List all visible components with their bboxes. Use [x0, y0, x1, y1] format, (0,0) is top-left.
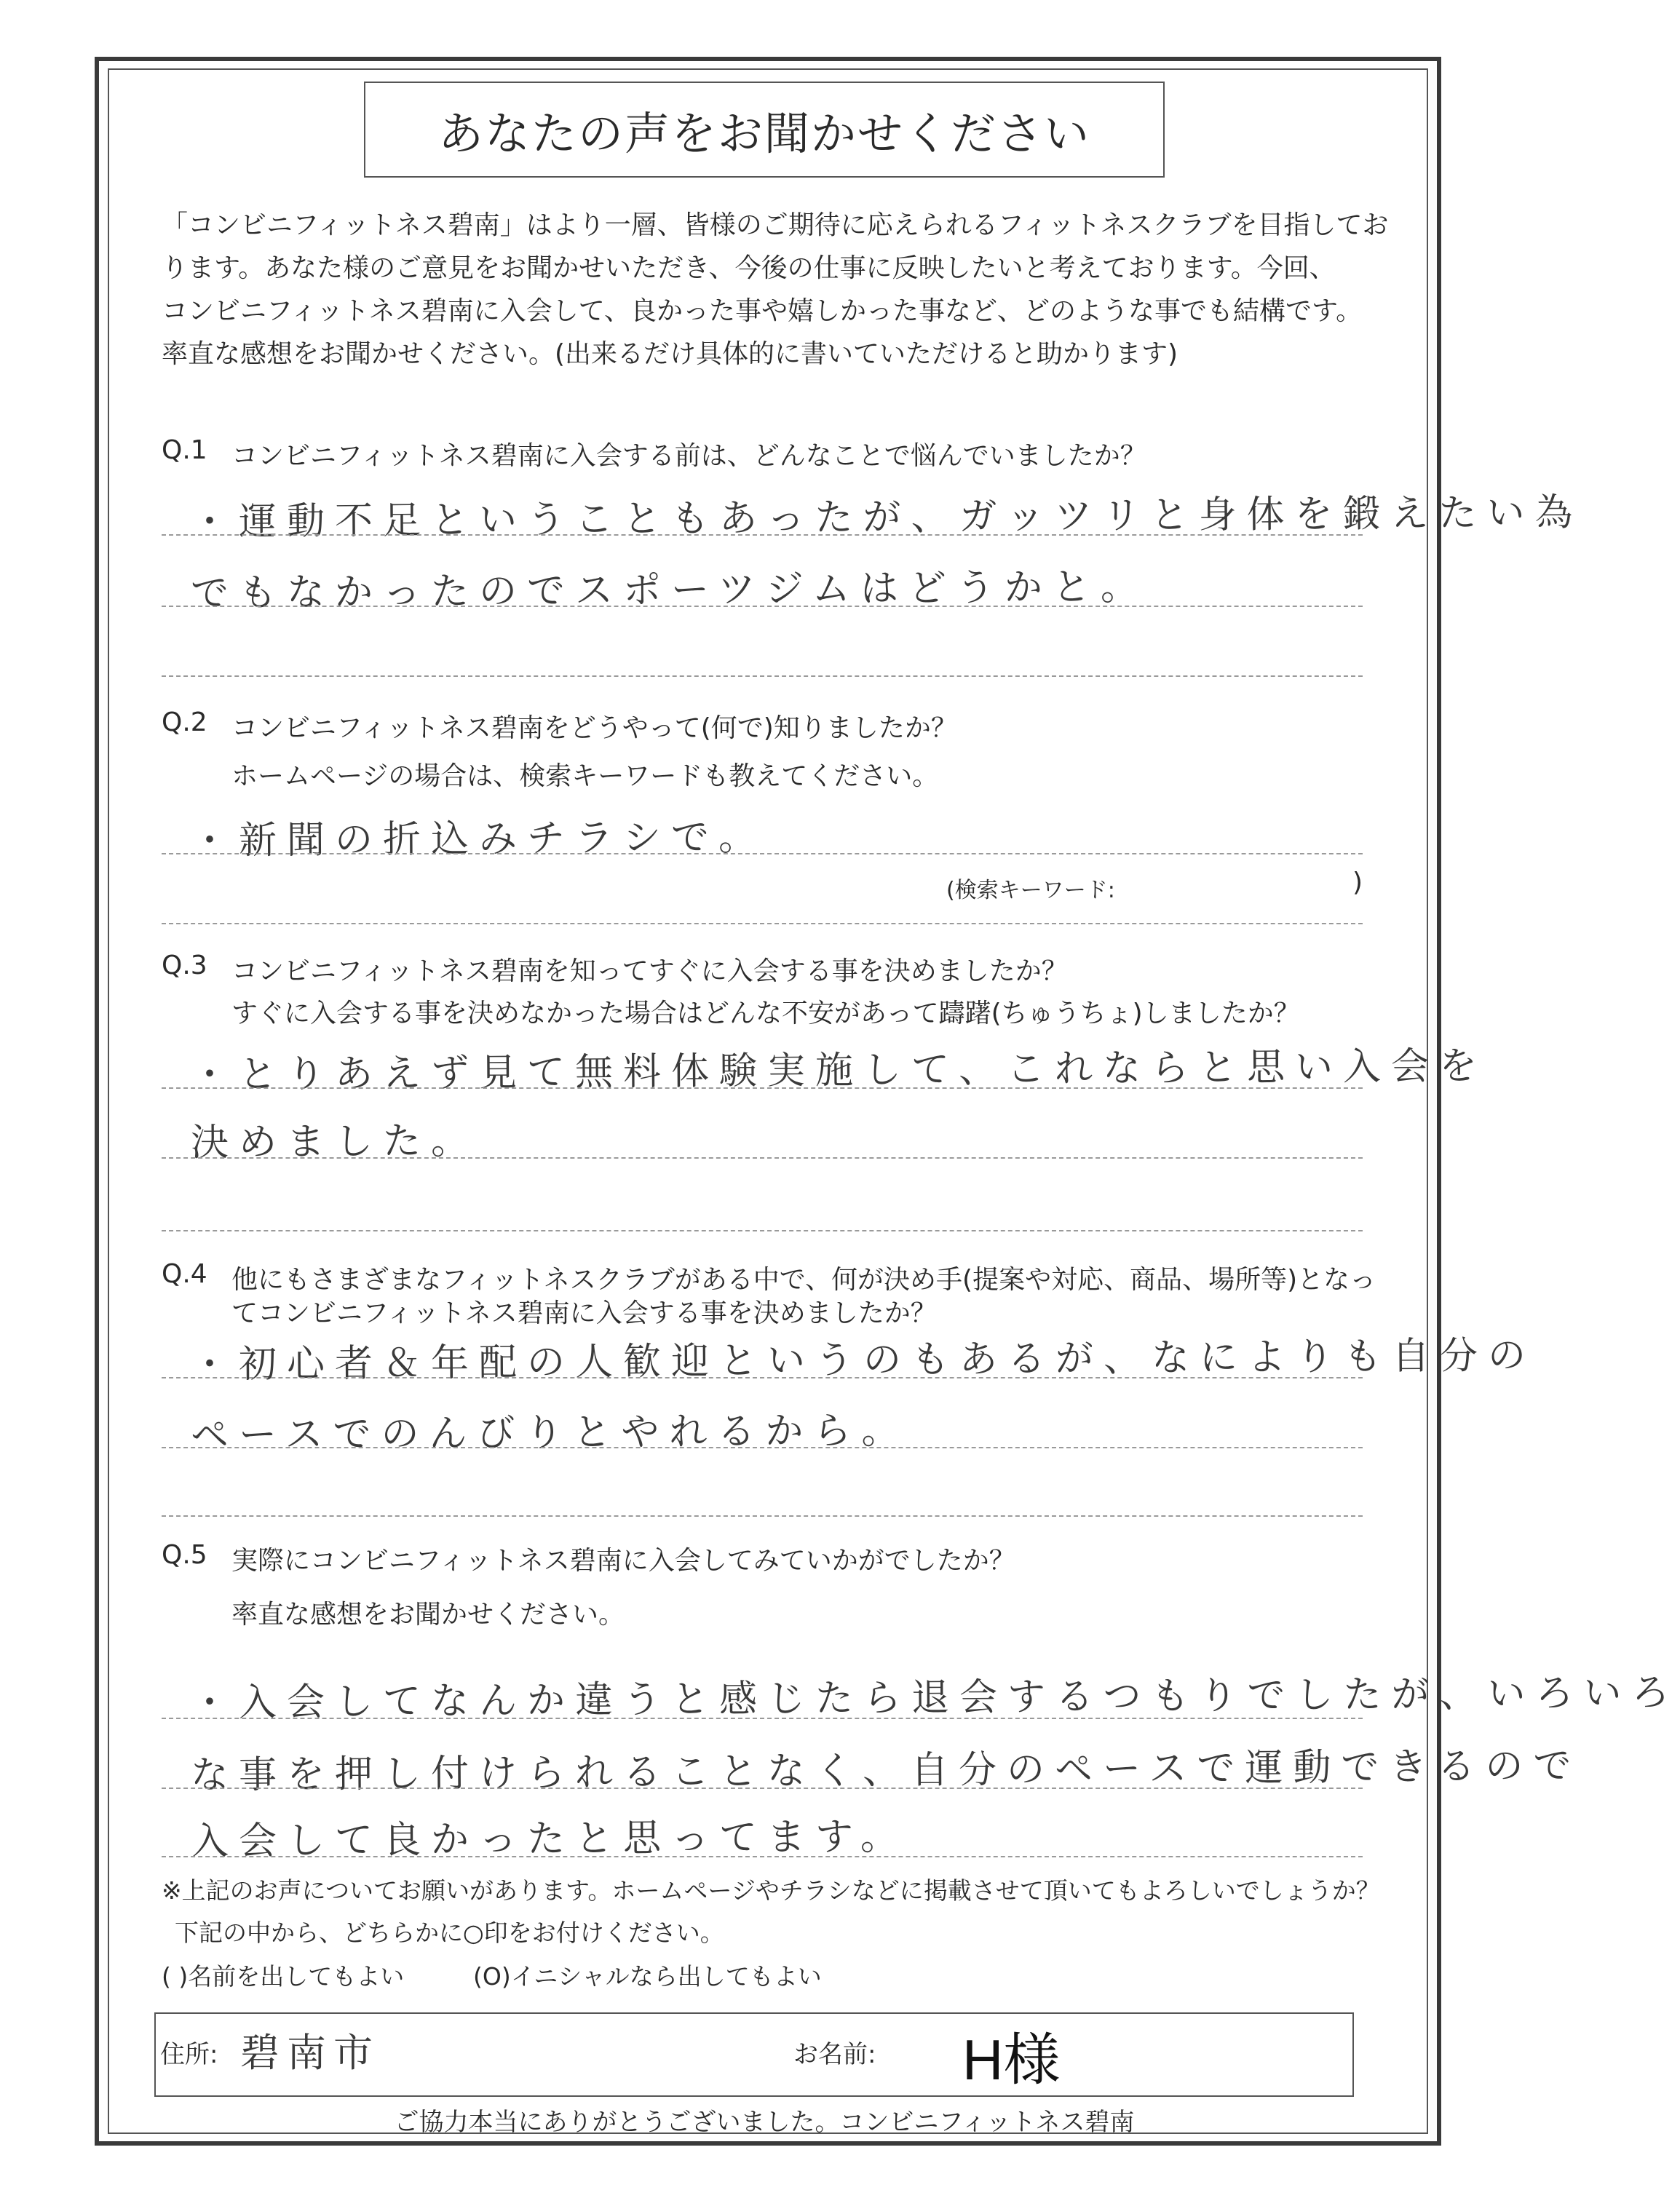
- intro-line: 率直な感想をお聞かせください。(出来るだけ具体的に書いていただけると助かります): [162, 339, 1178, 369]
- answer-rule: [162, 1377, 1363, 1378]
- option-initials-ok[interactable]: [473, 1958, 822, 1992]
- q3-question: コンビニフィットネス碧南を知ってすぐに入会する事を決めましたか？: [231, 956, 1068, 986]
- address-value: 碧南市: [240, 2030, 380, 2076]
- answer-rule: [162, 606, 1363, 607]
- q5-label: Q.5: [162, 1540, 207, 1570]
- q5-answer-line: ・入会してなんか違うと感じたら退会するつもりでしたが、いろいろ: [190, 1670, 1680, 1726]
- q1-answer-line: ・運動不足ということもあったが、ガッツリと身体を鍛えたい為: [190, 491, 1583, 544]
- q4-label: Q.4: [162, 1259, 207, 1289]
- permission-note: ※上記のお声についてお願いがあります。ホームページやチラシなどに掲載させて頂いてもよろしいでしょうか？: [162, 1876, 1380, 1905]
- q2-question: ホームページの場合は、検索キーワードも教えてください。: [231, 761, 939, 791]
- q5-question: 率直な感想をお聞かせください。: [231, 1600, 625, 1630]
- option-label: 名前を出してもよい: [188, 1962, 405, 1991]
- name-value: H様: [962, 2028, 1061, 2092]
- q4-question: てコンビニフィットネス碧南に入会する事を決めましたか？: [231, 1298, 937, 1328]
- q1-label: Q.1: [162, 435, 207, 465]
- q1-question: コンビニフィットネス碧南に入会する前は、どんなことで悩んでいましたか？: [231, 441, 1146, 471]
- intro-line: ります。あなた様のご意見をお聞かせいただき、今後の仕事に反映したいと考えております。今回、: [162, 253, 1336, 283]
- option-name-ok[interactable]: [162, 1958, 404, 1992]
- answer-rule: [162, 1230, 1363, 1231]
- permission-instruction: 下記の中から、どちらかに○印をお付けください。: [175, 1919, 724, 1947]
- answer-rule: [162, 1447, 1363, 1448]
- answer-rule: [162, 1515, 1363, 1517]
- address-label: 住所:: [160, 2040, 218, 2069]
- answer-rule: [162, 1856, 1363, 1857]
- intro-line: コンビニフィットネス碧南に入会して、良かった事や嬉しかった事など、どのような事でも結構です。: [162, 296, 1363, 326]
- keyword-close: ): [1352, 868, 1363, 897]
- q2-question: コンビニフィットネス碧南をどうやって(何で)知りましたか？: [231, 713, 957, 743]
- option-mark: ( ): [162, 1962, 189, 1991]
- answer-rule: [162, 534, 1363, 536]
- intro-paragraph: [162, 204, 1399, 376]
- name-label: お名前:: [793, 2040, 876, 2069]
- q2-answer-line: ・新聞の折込みチラシで。: [190, 815, 767, 863]
- q5-question: 実際にコンビニフィットネス碧南に入会してみていかがでしたか？: [231, 1546, 1015, 1576]
- q4-answer-line: ペースでのんびりとやれるから。: [190, 1408, 910, 1458]
- answer-rule: [162, 675, 1363, 677]
- option-mark: (O): [473, 1962, 511, 1991]
- q5-answer-line: 入会して良かったと思ってます。: [190, 1814, 909, 1864]
- q5-answer-line: な事を押し付けられることなく、自分のペースで運動できるので: [190, 1744, 1582, 1798]
- page-title: あなたの声をお聞かせください: [364, 82, 1165, 178]
- q4-question: 他にもさまざまなフィットネスクラブがある中で、何が決め手(提案や対応、商品、場所等)となっ: [231, 1265, 1376, 1295]
- q2-label: Q.2: [162, 707, 207, 737]
- answer-rule: [162, 923, 1363, 924]
- intro-line: 「コンビニフィットネス碧南」はより一層、皆様のご期待に応えられるフィットネスクラブを目指してお: [162, 210, 1389, 240]
- answer-rule: [162, 1718, 1363, 1719]
- answer-rule: [162, 1087, 1363, 1089]
- q4-answer-line: ・初心者＆年配の人歓迎というのもあるが、なによりも自分の: [190, 1333, 1537, 1387]
- answer-rule: [162, 1788, 1363, 1789]
- answer-rule: [162, 1157, 1363, 1159]
- answer-rule: [162, 853, 1363, 854]
- q3-answer-line: 決めました。: [190, 1119, 480, 1165]
- q3-question: すぐに入会する事を決めなかった場合はどんな不安があって躊躇(ちゅうちょ)しましたか？: [231, 999, 1300, 1028]
- option-label: イニシャルなら出してもよい: [510, 1962, 822, 1991]
- q3-answer-line: ・とりあえず見て無料体験実施して、これならと思い入会を: [190, 1044, 1488, 1098]
- q1-answer-line: でもなかったのでスポーツジムはどうかと。: [190, 565, 1149, 616]
- footer-thanks: ご協力本当にありがとうございました。コンビニフィットネス碧南: [394, 2108, 1135, 2137]
- q3-label: Q.3: [162, 951, 207, 980]
- keyword-label: (検索キーワード:: [946, 878, 1115, 903]
